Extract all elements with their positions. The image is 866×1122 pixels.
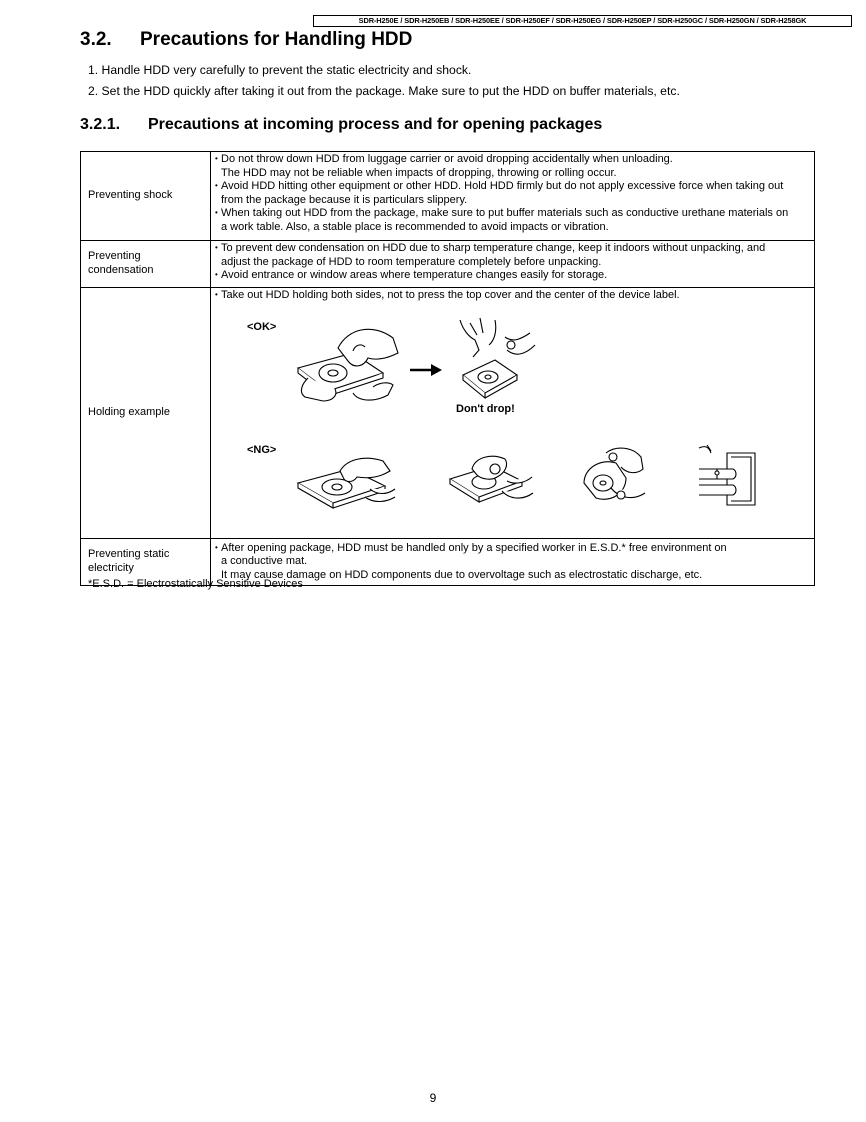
arrow-right-icon [409, 363, 443, 377]
ok-label: <OK> [247, 320, 277, 333]
holding-illustration [215, 303, 810, 538]
row-label-line: Preventing static [88, 548, 170, 560]
ng-label: <NG> [247, 443, 277, 456]
bullet-continuation: The HDD may not be reliable when impacts of dropping, throwing or rolling occur. [221, 166, 617, 179]
row-label-line: condensation [88, 264, 154, 276]
bullet-continuation: adjust the package of HDD to room temperature completely before unpacking. [221, 255, 602, 268]
bullet-continuation: It may cause damage on HDD components due to overvoltage such as electrostatic discharge, etc. [221, 568, 703, 581]
ng-hold-image-2 [447, 451, 537, 511]
row-label [81, 241, 211, 288]
ng-hold-image-4 [697, 443, 759, 509]
subsection-number: 3.2.1. [80, 116, 121, 133]
row-content [211, 288, 815, 539]
bullet-continuation: a conductive mat. [221, 555, 308, 568]
row-label: Preventing shock [81, 152, 211, 241]
ok-dont-drop-image [455, 315, 537, 401]
row-label-line: electricity [88, 561, 134, 574]
bullet-item: • When taking out HDD from the package, make sure to put buffer materials such as conductive urethane materials on [215, 207, 810, 221]
bullet-item: • Avoid entrance or window areas where temperature changes easily for storage. [215, 269, 810, 283]
dont-drop-caption: Don't drop! [456, 402, 515, 415]
ok-hold-hdd-image [293, 323, 403, 403]
precautions-table [80, 151, 815, 586]
row-label: Holding example [81, 288, 211, 539]
subsection-heading [80, 116, 602, 134]
bullet-continuation: from the package because it is particulars slippery. [221, 193, 468, 206]
table-row [81, 152, 815, 241]
bullet-item: • After opening package, HDD must be handled only by a specified worker in E.S.D.* free environment on [215, 542, 810, 556]
row-label-line: Preventing [88, 250, 141, 263]
ng-hold-image-3 [581, 443, 651, 513]
intro-item-2: 2. Set the HDD quickly after taking it out from the package. Make sure to put the HDD on buffer materials, etc. [88, 84, 680, 98]
model-list-header: SDR-H250E / SDR-H250EB / SDR-H250EE / SDR-H250EF / SDR-H250EG / SDR-H250EP / SDR-H250GC / SDR-H250GN / SDR-H258GK [313, 15, 852, 27]
esd-footnote: *E.S.D. = Electrostatically Sensitive Devices [88, 578, 303, 590]
bullet-item: • To prevent dew condensation on HDD due to sharp temperature change, keep it indoors without unpacking, and [215, 242, 810, 256]
bullet-item: • Do not throw down HDD from luggage carrier or avoid dropping accidentally when unloading. [215, 153, 810, 167]
table-row [81, 288, 815, 539]
page-number: 9 [429, 1091, 437, 1105]
bullet-item: • Take out HDD holding both sides, not to press the top cover and the center of the device label. [215, 289, 810, 303]
ng-hold-image-1 [295, 451, 400, 511]
section-number: 3.2. [80, 29, 112, 50]
bullet-item: • Avoid HDD hitting other equipment or other HDD. Hold HDD firmly but do not apply excessive force when taking out [215, 180, 810, 194]
table-row [81, 241, 815, 288]
row-content [211, 241, 815, 288]
section-title: Precautions for Handling HDD [140, 29, 413, 50]
row-content [211, 152, 815, 241]
bullet-continuation: a work table. Also, a stable place is recommended to avoid impacts or vibration. [221, 220, 609, 233]
subsection-title: Precautions at incoming process and for opening packages [148, 116, 603, 133]
section-heading [80, 29, 412, 51]
intro-item-1: 1. Handle HDD very carefully to prevent the static electricity and shock. [88, 63, 472, 77]
